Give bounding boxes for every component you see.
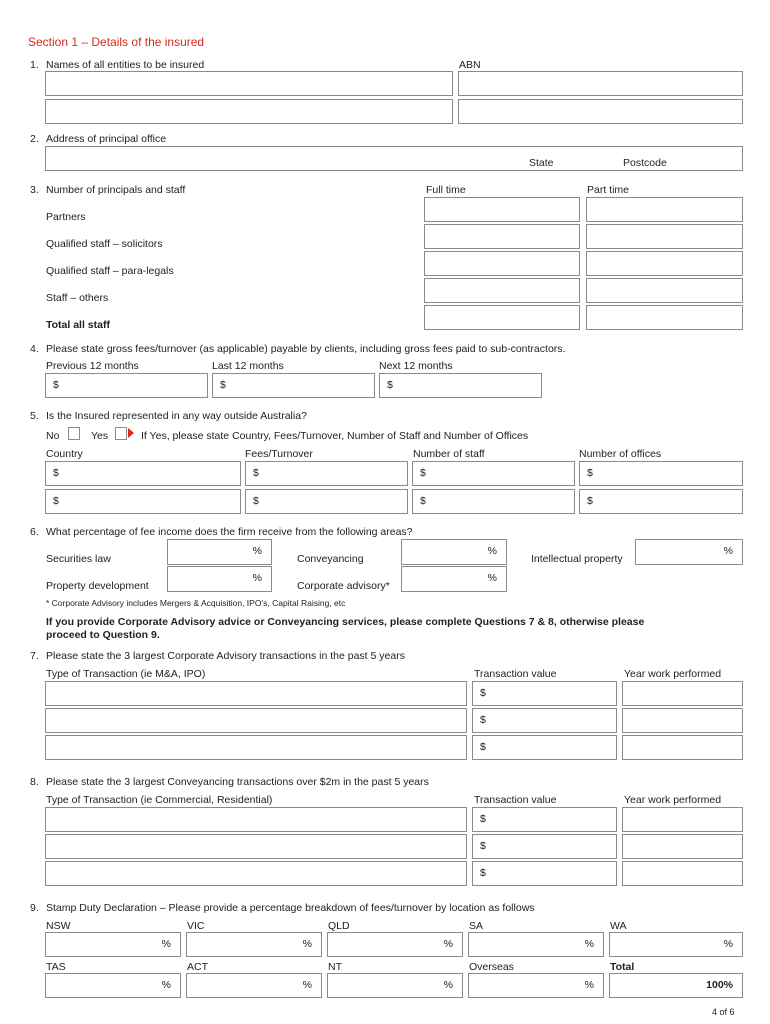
q7-year-field-3[interactable]: [622, 735, 743, 760]
total-percent-value: 100%: [706, 979, 733, 991]
overseas-percent-field[interactable]: [468, 973, 604, 998]
partners-parttime-field[interactable]: [586, 197, 743, 222]
nt-label: NT: [328, 961, 342, 973]
q8-type-field-2[interactable]: [45, 834, 467, 859]
postcode-label: Postcode: [623, 157, 667, 169]
corporate-label: Corporate advisory*: [297, 580, 390, 592]
q6-number: 6.: [30, 526, 39, 538]
q8-year-field-2[interactable]: [622, 834, 743, 859]
percent-sign: %: [723, 938, 733, 950]
fees-previous-field[interactable]: [45, 373, 208, 398]
overseas-fees-field-2[interactable]: [245, 489, 408, 514]
nsw-label: NSW: [46, 920, 71, 932]
percent-sign: %: [161, 979, 171, 991]
dollar-sign: $: [480, 867, 486, 879]
dollar-sign: $: [587, 495, 593, 507]
total-percent-field: [609, 973, 743, 998]
act-label: ACT: [187, 961, 208, 973]
q8-year-field-1[interactable]: [622, 807, 743, 832]
dollar-sign: $: [480, 741, 486, 753]
qld-percent-field[interactable]: [327, 932, 463, 957]
staff-others-label: Staff – others: [46, 292, 109, 304]
q7-number: 7.: [30, 650, 39, 662]
percent-sign: %: [443, 938, 453, 950]
tas-label: TAS: [46, 961, 66, 973]
q7-value-field-3[interactable]: [472, 735, 617, 760]
percent-sign: %: [584, 938, 594, 950]
vic-label: VIC: [187, 920, 205, 932]
percent-sign: %: [723, 545, 733, 557]
percent-sign: %: [584, 979, 594, 991]
q7-type-field-1[interactable]: [45, 681, 467, 706]
nt-percent-field[interactable]: [327, 973, 463, 998]
state-label: State: [529, 157, 554, 169]
q7-label: Please state the 3 largest Corporate Advisory transactions in the past 5 years: [46, 650, 405, 662]
dollar-sign: $: [53, 467, 59, 479]
q9-number: 9.: [30, 902, 39, 914]
next-12-label: Next 12 months: [379, 360, 453, 372]
qld-label: QLD: [328, 920, 350, 932]
dollar-sign: $: [480, 714, 486, 726]
q8-value-field-1[interactable]: [472, 807, 617, 832]
sa-percent-field[interactable]: [468, 932, 604, 957]
country-field-1[interactable]: [45, 461, 241, 486]
act-percent-field[interactable]: [186, 973, 322, 998]
q8-type-label: Type of Transaction (ie Commercial, Residential): [46, 794, 273, 806]
total-parttime-field[interactable]: [586, 305, 743, 330]
solicitors-fulltime-field[interactable]: [424, 224, 580, 249]
others-fulltime-field[interactable]: [424, 278, 580, 303]
full-time-label: Full time: [426, 184, 466, 196]
solicitors-parttime-field[interactable]: [586, 224, 743, 249]
q2-label: Address of principal office: [46, 133, 167, 145]
instruction-line-2: proceed to Question 9.: [46, 629, 160, 641]
dollar-sign: $: [220, 379, 226, 391]
no-checkbox[interactable]: [68, 427, 80, 440]
country-field-2[interactable]: [45, 489, 241, 514]
q8-value-label: Transaction value: [474, 794, 557, 806]
overseas-offices-field-2[interactable]: [579, 489, 743, 514]
wa-label: WA: [610, 920, 627, 932]
entity-name-field-1[interactable]: [45, 71, 453, 96]
part-time-label: Part time: [587, 184, 630, 196]
no-label: No: [46, 430, 60, 442]
dollar-sign: $: [480, 813, 486, 825]
q8-label: Please state the 3 largest Conveyancing transactions over $2m in the past 5 years: [46, 776, 429, 788]
overseas-staff-field-1[interactable]: [412, 461, 575, 486]
q4-number: 4.: [30, 343, 39, 355]
q8-type-field-1[interactable]: [45, 807, 467, 832]
percent-sign: %: [302, 938, 312, 950]
tas-percent-field[interactable]: [45, 973, 181, 998]
property-label: Property development: [46, 580, 149, 592]
q7-type-label: Type of Transaction (ie M&A, IPO): [46, 668, 206, 680]
q8-value-field-2[interactable]: [472, 834, 617, 859]
corporate-footnote: * Corporate Advisory includes Mergers & Acquisition, IPO’s, Capital Raising, etc: [46, 598, 346, 608]
total-fulltime-field[interactable]: [424, 305, 580, 330]
section-title: Section 1 – Details of the insured: [28, 35, 205, 49]
yes-label: Yes: [91, 430, 109, 442]
q7-year-field-1[interactable]: [622, 681, 743, 706]
dollar-sign: $: [253, 495, 259, 507]
partners-label: Partners: [46, 211, 86, 223]
dollar-sign: $: [420, 467, 426, 479]
q8-year-field-3[interactable]: [622, 861, 743, 886]
percent-sign: %: [487, 572, 497, 584]
percent-sign: %: [302, 979, 312, 991]
page-number: 4 of 6: [712, 1007, 735, 1017]
percent-sign: %: [252, 572, 262, 584]
percent-sign: %: [487, 545, 497, 557]
q1-number: 1.: [30, 59, 39, 71]
q1-label: Names of all entities to be insured: [46, 59, 205, 71]
last-12-label: Last 12 months: [212, 360, 284, 372]
abn-field-1[interactable]: [458, 71, 743, 96]
fees-last-field[interactable]: [212, 373, 375, 398]
q7-value-label: Transaction value: [474, 668, 557, 680]
q8-value-field-3[interactable]: [472, 861, 617, 886]
q8-number: 8.: [30, 776, 39, 788]
country-label: Country: [46, 448, 83, 460]
abn-field-2[interactable]: [458, 99, 743, 124]
q4-label: Please state gross fees/turnover (as applicable) payable by clients, including gross fees paid to sub-contractors.: [46, 343, 566, 355]
total-label: Total: [610, 961, 635, 973]
q5-label: Is the Insured represented in any way outside Australia?: [46, 410, 307, 422]
paralegals-parttime-field[interactable]: [586, 251, 743, 276]
wa-percent-field[interactable]: [609, 932, 743, 957]
property-percent-field[interactable]: [167, 566, 272, 592]
dollar-sign: $: [587, 467, 593, 479]
q7-value-field-1[interactable]: [472, 681, 617, 706]
q7-value-field-2[interactable]: [472, 708, 617, 733]
total-staff-label: Total all staff: [46, 319, 110, 331]
number-offices-label: Number of offices: [579, 448, 662, 460]
overseas-staff-field-2[interactable]: [412, 489, 575, 514]
percent-sign: %: [252, 545, 262, 557]
ip-percent-field[interactable]: [635, 539, 743, 565]
dollar-sign: $: [480, 687, 486, 699]
if-yes-instruction: If Yes, please state Country, Fees/Turnover, Number of Staff and Number of Offices: [141, 430, 529, 442]
overseas-offices-field-1[interactable]: [579, 461, 743, 486]
ip-label: Intellectual property: [531, 553, 623, 565]
dollar-sign: $: [387, 379, 393, 391]
dollar-sign: $: [480, 840, 486, 852]
corporate-percent-field[interactable]: [401, 566, 507, 592]
vic-percent-field[interactable]: [186, 932, 322, 957]
abn-label: ABN: [459, 59, 481, 71]
fees-next-field[interactable]: [379, 373, 542, 398]
overseas-label: Overseas: [469, 961, 514, 973]
sa-label: SA: [469, 920, 484, 932]
percent-sign: %: [443, 979, 453, 991]
q7-year-field-2[interactable]: [622, 708, 743, 733]
percent-sign: %: [161, 938, 171, 950]
conveyancing-label: Conveyancing: [297, 553, 364, 565]
solicitors-label: Qualified staff – solicitors: [46, 238, 163, 250]
q6-label: What percentage of fee income does the firm receive from the following areas?: [46, 526, 413, 538]
previous-12-label: Previous 12 months: [46, 360, 139, 372]
entity-name-field-2[interactable]: [45, 99, 453, 124]
others-parttime-field[interactable]: [586, 278, 743, 303]
q7-type-field-3[interactable]: [45, 735, 467, 760]
dollar-sign: $: [420, 495, 426, 507]
paralegals-fulltime-field[interactable]: [424, 251, 580, 276]
yes-checkbox[interactable]: [115, 427, 127, 440]
securities-percent-field[interactable]: [167, 539, 272, 565]
q5-number: 5.: [30, 410, 39, 422]
arrow-right-icon: [128, 428, 134, 438]
partners-fulltime-field[interactable]: [424, 197, 580, 222]
q7-type-field-2[interactable]: [45, 708, 467, 733]
q8-type-field-3[interactable]: [45, 861, 467, 886]
conveyancing-percent-field[interactable]: [401, 539, 507, 565]
number-staff-label: Number of staff: [413, 448, 485, 460]
q3-number: 3.: [30, 184, 39, 196]
securities-label: Securities law: [46, 553, 111, 565]
paralegals-label: Qualified staff – para-legals: [46, 265, 174, 277]
q2-number: 2.: [30, 133, 39, 145]
nsw-percent-field[interactable]: [45, 932, 181, 957]
dollar-sign: $: [53, 379, 59, 391]
q3-label: Number of principals and staff: [46, 184, 186, 196]
dollar-sign: $: [53, 495, 59, 507]
fees-turnover-label: Fees/Turnover: [245, 448, 313, 460]
q9-label: Stamp Duty Declaration – Please provide a percentage breakdown of fees/turnover by location as follows: [46, 902, 535, 914]
instruction-line-1: If you provide Corporate Advisory advice or Conveyancing services, please complete Questions 7 & 8, otherwise please: [46, 616, 645, 628]
q7-year-label: Year work performed: [624, 668, 722, 680]
q8-year-label: Year work performed: [624, 794, 722, 806]
overseas-fees-field-1[interactable]: [245, 461, 408, 486]
dollar-sign: $: [253, 467, 259, 479]
